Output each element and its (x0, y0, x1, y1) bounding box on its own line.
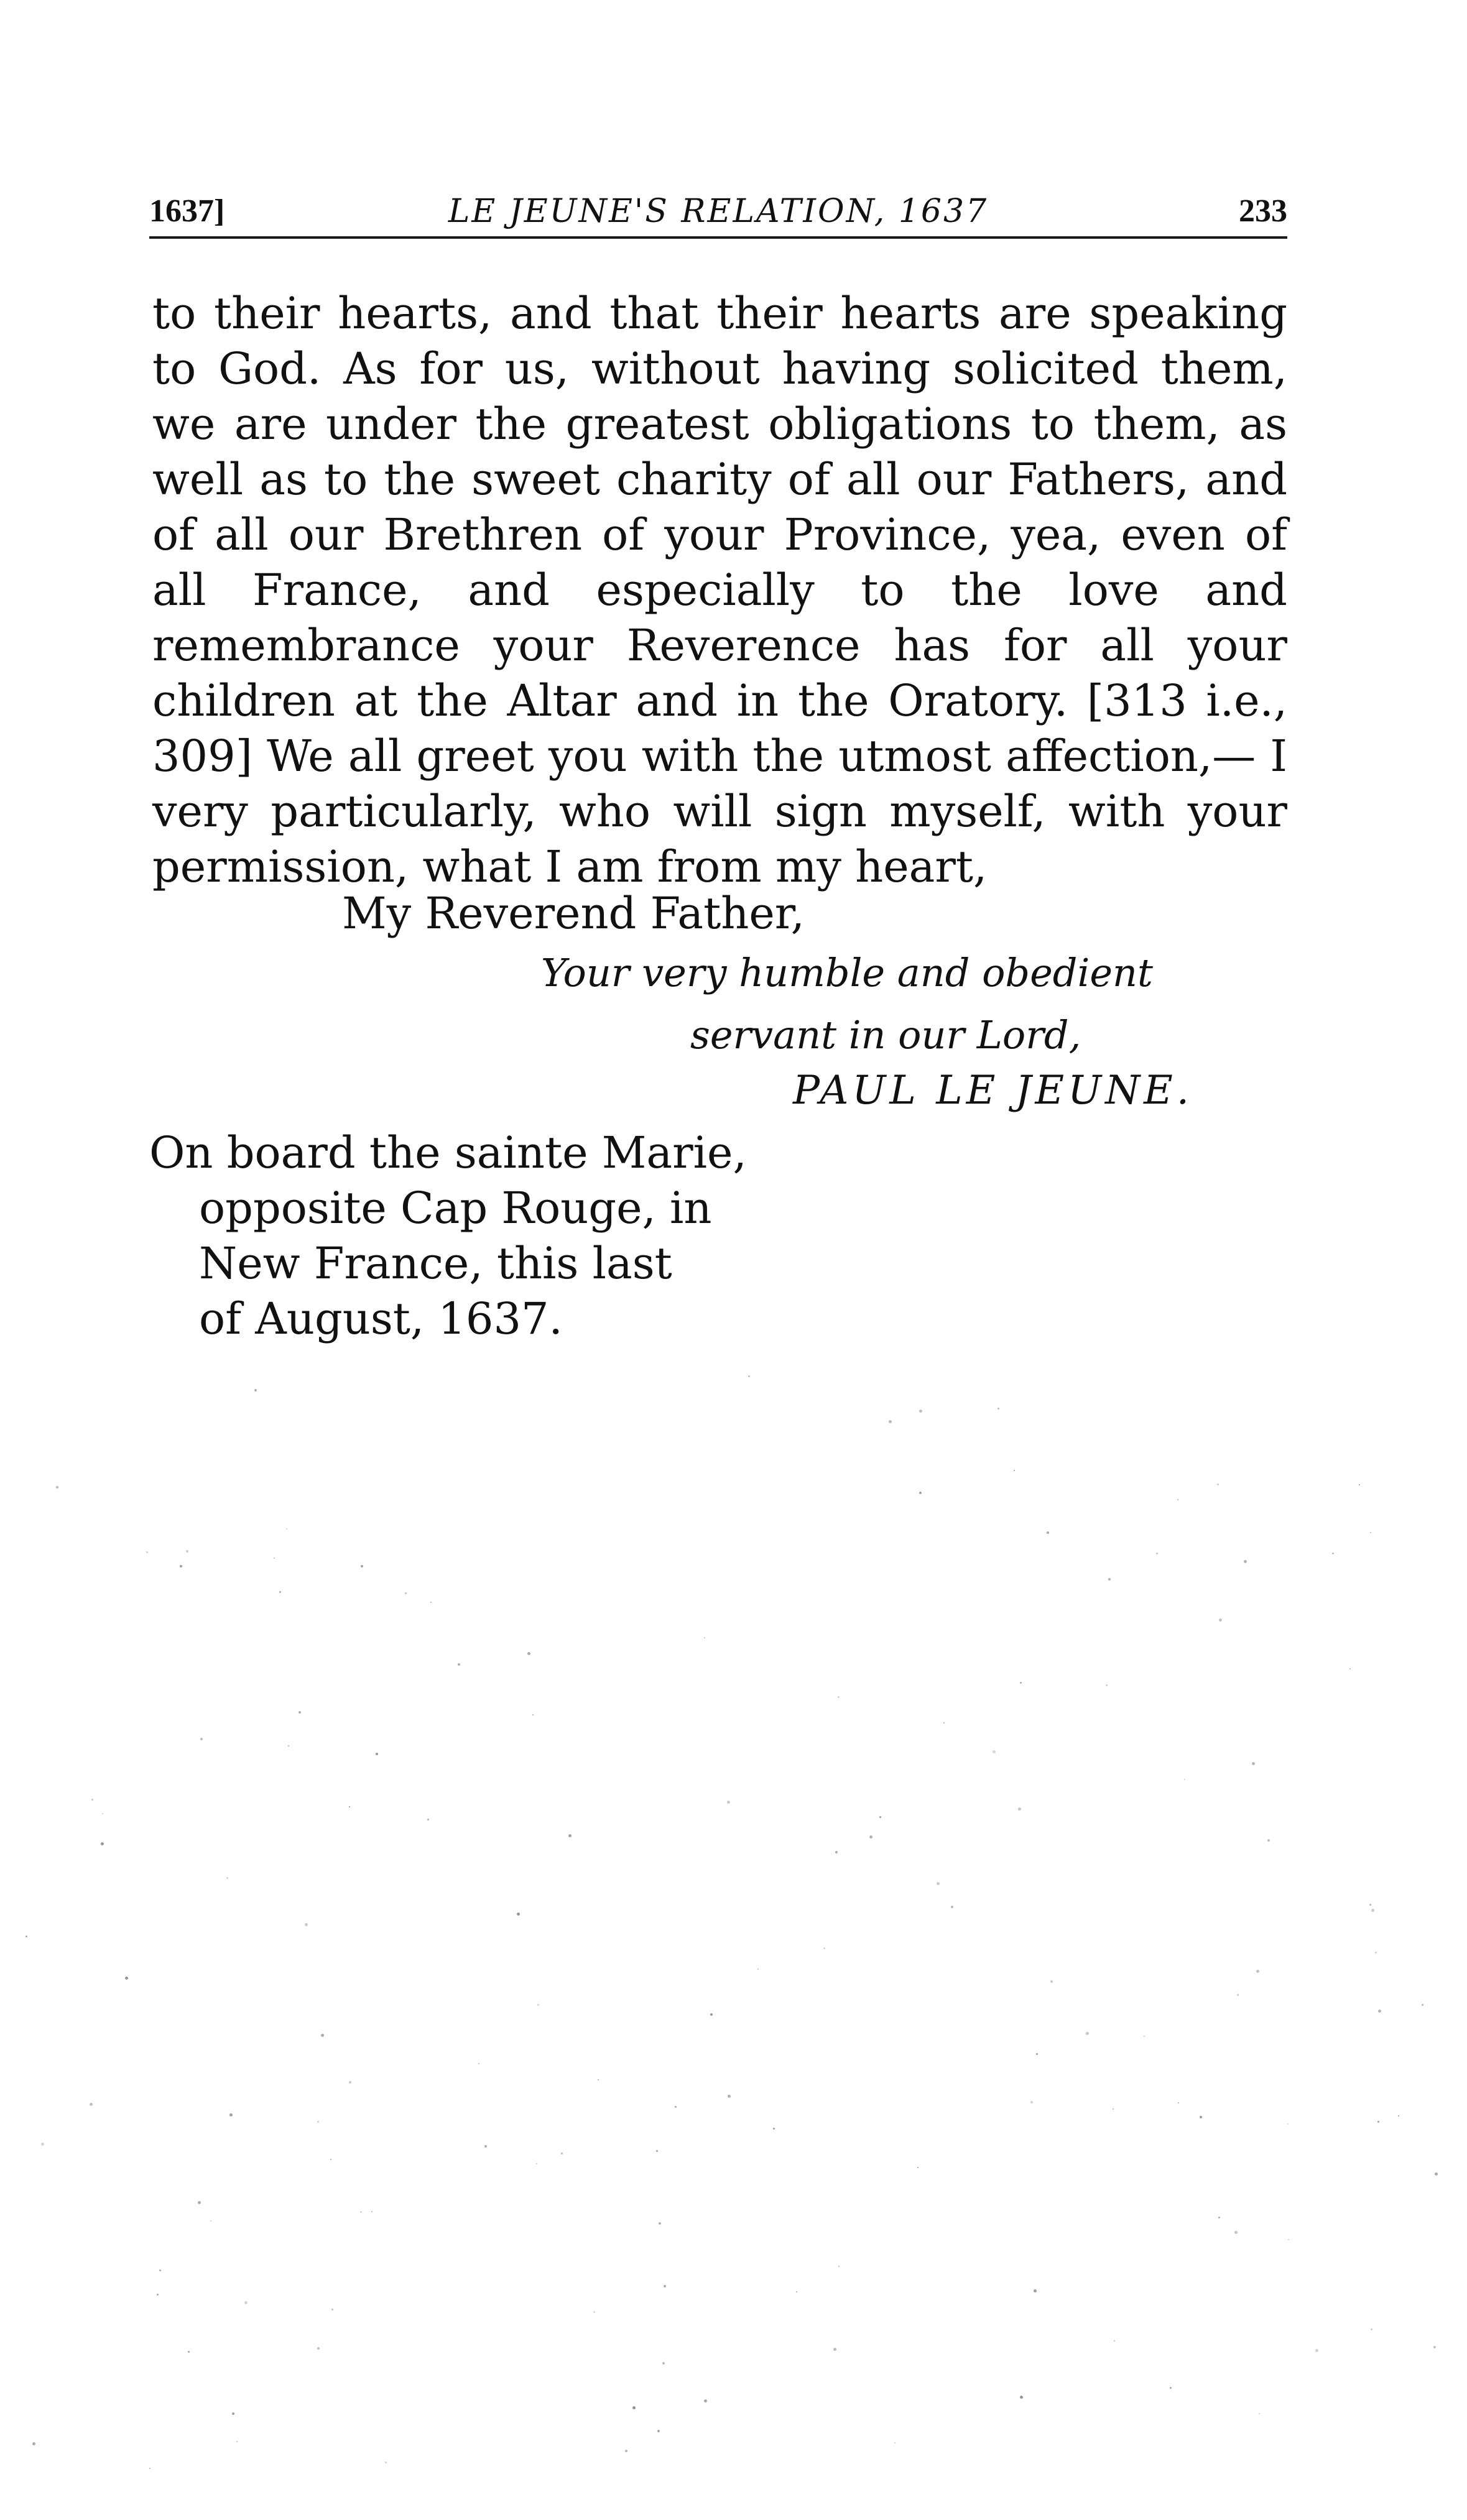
speckle (125, 1977, 128, 1980)
body-paragraph: to their hearts, and that their hearts are speaking to God. As for us, without having solicited them, we are under the greatest obligations to them, as well as to the sweet charity of all our Fathers, and of all our Brethren of your Province, yea, even of all France, and especially to the love and remembrance your Reverence has for all your children at the Altar and in the Oratory. [313 i.e., 309] We all greet you with the utmost affection,— I very particularly, who will sign myself, with your permission, what I am from my heart, (152, 288, 1287, 892)
speckle (917, 2167, 919, 2168)
speckle (662, 2362, 665, 2365)
speckle (279, 1591, 281, 1593)
speckle (1178, 2102, 1179, 2103)
speckle (1371, 2328, 1372, 2330)
speckle (1014, 1470, 1015, 1471)
speckle (838, 2266, 840, 2267)
speckle (1034, 2289, 1037, 2292)
speckle (656, 2150, 658, 2152)
place-date-line-2: opposite Cap Rouge, in (199, 1183, 712, 1234)
speckle (561, 2153, 563, 2154)
speckle (919, 1410, 922, 1413)
speckle (349, 1806, 350, 1807)
speckle (1378, 2010, 1381, 2013)
speckle (1219, 1618, 1222, 1622)
speckle (919, 1492, 922, 1494)
speckle (274, 1558, 275, 1559)
speckle (527, 1652, 530, 1655)
speckle (317, 2121, 319, 2123)
speckle (1287, 2123, 1289, 2125)
header-year: 1637] (149, 193, 225, 229)
speckle (198, 2201, 201, 2204)
speckle (288, 1745, 289, 1747)
speckle (1177, 1499, 1178, 1500)
speckle (430, 1602, 432, 1603)
speckle (317, 2347, 320, 2350)
speckle (229, 2113, 233, 2116)
speckle (1315, 2349, 1318, 2352)
speckle (889, 1420, 892, 1423)
closing-line-2: servant in our Lord, (690, 1012, 1081, 1058)
speckle (360, 2211, 362, 2213)
speckle (728, 2095, 731, 2098)
speckle (371, 2211, 373, 2212)
speckle (330, 2159, 331, 2160)
speckle (1370, 1532, 1371, 1533)
speckle (1156, 1553, 1158, 1554)
speckle (405, 1592, 407, 1594)
speckle (305, 1923, 308, 1926)
speckle (835, 1851, 838, 1853)
speckle (1371, 1909, 1374, 1912)
speckle (757, 1968, 759, 1970)
speckle (517, 1913, 520, 1916)
speckle (484, 2145, 487, 2148)
speckle (321, 2034, 324, 2037)
speckle (773, 2128, 775, 2130)
speckle (1422, 2004, 1423, 2006)
speckle (331, 2309, 333, 2310)
speckle (1086, 2032, 1089, 2035)
speckle (1047, 1531, 1049, 1534)
speckle (593, 2311, 595, 2313)
speckle (180, 1565, 182, 1567)
speckle (385, 2462, 387, 2463)
speckle (657, 2430, 660, 2432)
speckle (1377, 2121, 1379, 2123)
speckle (1288, 2239, 1289, 2240)
speckle (188, 2351, 190, 2353)
speckle (1234, 2231, 1238, 2234)
speckle (1106, 1684, 1108, 1686)
speckle (101, 1842, 104, 1845)
speckle (1375, 1952, 1377, 1954)
speckle (727, 1801, 730, 1804)
speckle (1244, 1560, 1247, 1563)
speckle (1218, 2217, 1220, 2218)
speckle (1398, 2115, 1399, 2116)
speckle (675, 2106, 677, 2108)
speckle (1114, 2340, 1115, 2342)
speckle (1170, 2387, 1172, 2389)
speckle (1435, 2172, 1438, 2176)
place-date-block (149, 1125, 747, 1347)
speckle (1030, 2101, 1033, 2103)
speckle (838, 1696, 840, 1698)
place-date-line-3: New France, this last (199, 1238, 672, 1289)
header-title: LE JEUNE'S RELATION, 1637 (448, 193, 989, 230)
speckle (1020, 1682, 1022, 1684)
speckle (704, 2399, 707, 2402)
speckle (1018, 1807, 1021, 1811)
speckle (298, 1711, 301, 1714)
speckle (90, 2103, 93, 2106)
speckle (1217, 1484, 1219, 1485)
place-date-line-1: On board the sainte Marie, (149, 1127, 747, 1178)
speckle (361, 1565, 363, 1567)
speckle (796, 2291, 797, 2292)
speckle (25, 1936, 27, 1937)
speckle (710, 2013, 713, 2016)
speckle (1050, 1980, 1053, 1983)
speckle (532, 1714, 534, 1715)
speckle (186, 1550, 188, 1553)
speckle (951, 1906, 953, 1908)
speckle (1332, 1553, 1334, 1554)
running-header (149, 187, 1287, 239)
speckle (894, 2442, 895, 2444)
speckle (1036, 2053, 1038, 2055)
speckle (236, 2441, 238, 2442)
closing-line-1: Your very humble and obedient (541, 950, 1153, 995)
speckle (937, 1882, 940, 1885)
page-number: 233 (1239, 193, 1287, 229)
speckle (1369, 1904, 1371, 1906)
speckle (149, 2468, 150, 2469)
speckle (458, 1663, 460, 1666)
speckle (32, 2442, 35, 2445)
speckle (157, 2294, 159, 2296)
salutation: My Reverend Father, (342, 888, 805, 939)
speckle (879, 1816, 881, 1818)
speckle (102, 1813, 103, 1814)
body-text (152, 286, 1287, 895)
speckle (427, 1819, 429, 1821)
speckle (664, 2285, 666, 2287)
signature: PAUL LE JEUNE. (793, 1068, 1193, 1114)
speckle (568, 1834, 572, 1837)
speckle (376, 1753, 378, 1755)
speckle (1259, 2413, 1260, 2414)
speckle (1108, 1578, 1111, 1581)
speckle (1252, 1762, 1255, 1765)
speckle (823, 1947, 825, 1949)
speckle (254, 1389, 257, 1392)
speckle (91, 1799, 93, 1801)
speckle (1359, 1484, 1360, 1485)
speckle (1184, 1779, 1185, 1780)
place-date-line-4: of August, 1637. (199, 1293, 563, 1344)
speckle (625, 2450, 627, 2452)
speckle (1200, 2116, 1202, 2118)
speckle (833, 2348, 836, 2351)
speckle (349, 2081, 351, 2084)
speckle (537, 2004, 539, 2006)
speckle (200, 1738, 203, 1740)
speckle (659, 2222, 661, 2225)
speckle (1256, 1970, 1259, 1973)
speckle (226, 1877, 228, 1879)
speckle (748, 1375, 750, 1377)
speckle (1020, 2396, 1023, 2399)
speckle (232, 2412, 234, 2415)
speckle (704, 1637, 705, 1638)
speckle (210, 2220, 211, 2222)
speckle (997, 1408, 999, 1410)
speckle (869, 1835, 872, 1839)
speckle (244, 2301, 248, 2304)
speckle (1237, 1994, 1239, 1996)
speckle (146, 1551, 148, 1553)
speckle (56, 1486, 58, 1488)
speckle (536, 2163, 537, 2164)
speckle (632, 2406, 636, 2409)
speckle (41, 2143, 44, 2146)
speckle (943, 1722, 945, 1724)
speckle (1144, 2036, 1145, 2037)
speckle (1433, 2346, 1436, 2348)
speckle (1113, 2108, 1114, 2110)
speckle (598, 2079, 599, 2080)
speckle (993, 1750, 996, 1753)
speckle (1349, 1668, 1351, 1669)
speckle (159, 2269, 161, 2271)
speckle (478, 2063, 479, 2064)
speckle (286, 1528, 287, 1530)
speckle (1267, 1839, 1270, 1842)
